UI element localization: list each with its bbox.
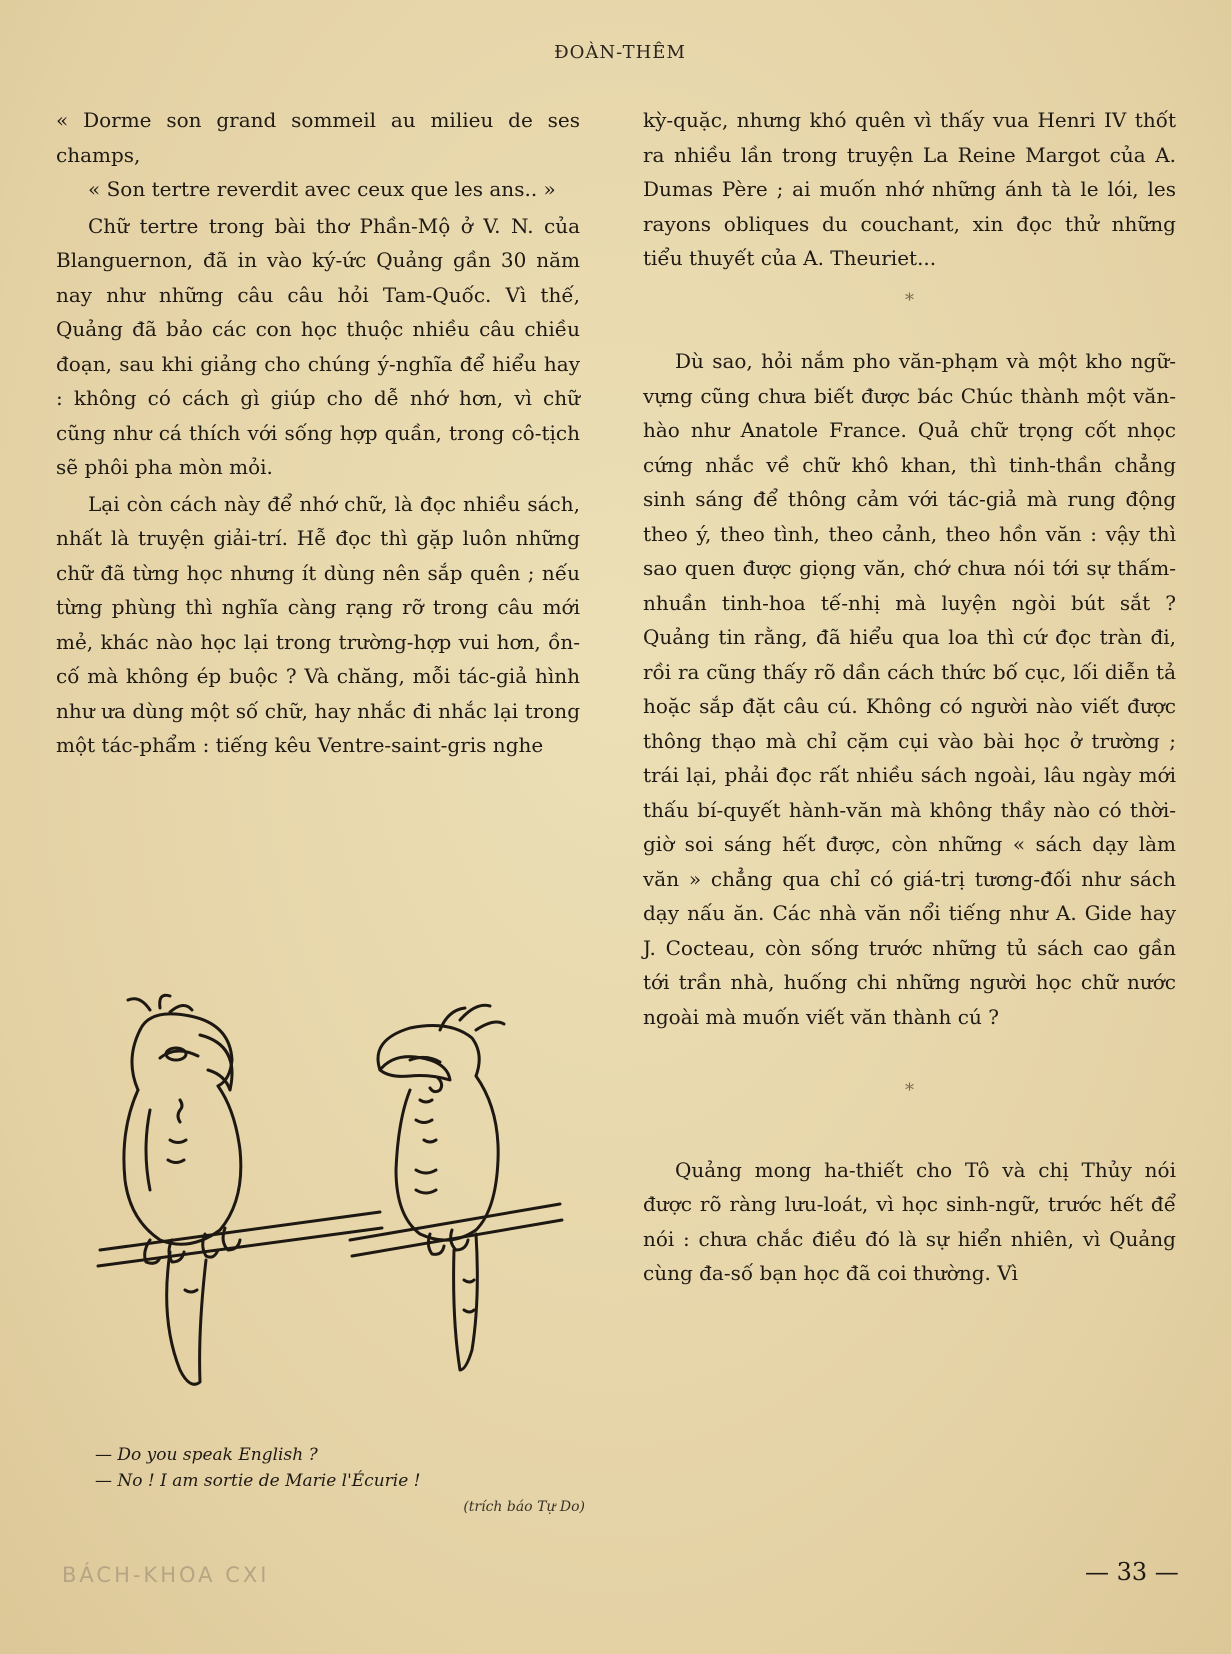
parrots-cartoon-illustration <box>80 990 600 1430</box>
section-separator: * <box>905 1080 914 1101</box>
poem-line-2: « Son tertre reverdit avec ceux que les ans.. » <box>88 177 556 201</box>
illustration-caption <box>95 1442 595 1520</box>
publication-name: BÁCH-KHOA CXI <box>62 1563 270 1587</box>
body-paragraph: Quảng mong ha-thiết cho Tô và chị Thủy nói được rõ ràng lưu-loát, vì học sinh-ngữ, trước hết để nói : chưa chắc điều đó là sự hiển nhiên, vì Quảng cùng đa-số bạn học đã coi thường. Vì <box>643 1157 1176 1285</box>
right-column <box>643 103 1176 1291</box>
body-paragraph: Lại còn cách này để nhớ chữ, là đọc nhiều sách, nhất là truyện giải-trí. Hễ đọc thì gặp luôn những chữ đã từng học nhưng ít dùng nên sắp quên ; nếu từng phùng thì nghĩa càng rạng rỡ trong câu mới mẻ, khác nào học lại trong trường-hợp vui hơn, ồn-cố mà không ép buộc ? Và chăng, mỗi tác-giả hình như ưa dùng một số chữ, hay nhắc đi nhắc lại trong một tác-phẩm : tiếng kêu Ventre-saint-gris nghe <box>56 491 580 757</box>
section-separator: * <box>905 289 914 311</box>
caption-line: — Do you speak English ? <box>95 1445 318 1465</box>
body-paragraph: Dù sao, hỏi nắm pho văn-phạm và một kho ngữ-vựng cũng chưa biết được bác Chúc thành một văn-hào như Anatole France. Quả chữ trọng cốt nhọc cứng nhắc về chữ khô khan, thì tinh-thần chẳng sinh sáng để thông cảm với tác-giả mà rung động theo ý, theo tình, theo cảnh, theo hồn văn : vậy thì sao quen được giọng văn, chớ chưa nói tới sự thấm-nhuần tinh-hoa tế-nhị mà luyện ngòi bút sắt ? Quảng tin rằng, đã hiểu qua loa thì cứ đọc tràn đi, rồi ra cũng thấy rõ dần cách thức bố cục, lối diễn tả hoặc sắp đặt câu cú. Không có người nào viết được thông thạo mà chỉ cặm cụi vào bài học ở trường ; trái lại, phải đọc rất nhiều sách ngoài, lâu ngày mới thấu bí-quyết hành-văn mà không thầy nào có thời-giờ soi sáng hết được, còn những « sách dạy làm văn » chẳng qua chỉ có giá-trị tương-đối như sách dạy nấu ăn. Các nhà văn nổi tiếng như A. Gide hay J. Cocteau, còn sống trước những tủ sách cao gần tới trần nhà, huống chi những người học chữ nước ngoài mà muốn viết văn thành cú ? <box>643 349 1176 1029</box>
caption-credit: (trích báo Tự Do) <box>463 1499 585 1515</box>
body-paragraph: kỳ-quặc, nhưng khó quên vì thấy vua Henri IV thốt ra nhiều lần trong truyện La Reine Margot của A. Dumas Père ; ai muốn nhớ những ánh tà le lói, les rayons obliques du couchant, xin đọc thử những tiểu thuyết của A. Theuriet... <box>643 108 1176 270</box>
running-header: ĐOÀN-THÊM <box>554 42 686 63</box>
poem-line-1: « Dorme son grand sommeil au milieu de ses champs, <box>56 108 580 167</box>
body-paragraph: Chữ tertre trong bài thơ Phần-Mộ ở V. N. của Blanguernon, đã in vào ký-ức Quảng gần 30 năm nay như những câu câu hỏi Tam-Quốc. Vì thế, Quảng đã bảo các con học thuộc nhiều câu chiều đoạn, sau khi giảng cho chúng ý-nghĩa để hiểu hay : không có cách gì giúp cho dễ nhớ hơn, vì chữ cũng như cá thích với sống hợp quần, trong cô-tịch sẽ phôi pha mòn mỏi. <box>56 213 580 479</box>
left-column <box>56 103 580 763</box>
page-number: — 33 — <box>1085 1558 1179 1586</box>
caption-line: — No ! I am sortie de Marie l'Écurie ! <box>95 1471 421 1491</box>
